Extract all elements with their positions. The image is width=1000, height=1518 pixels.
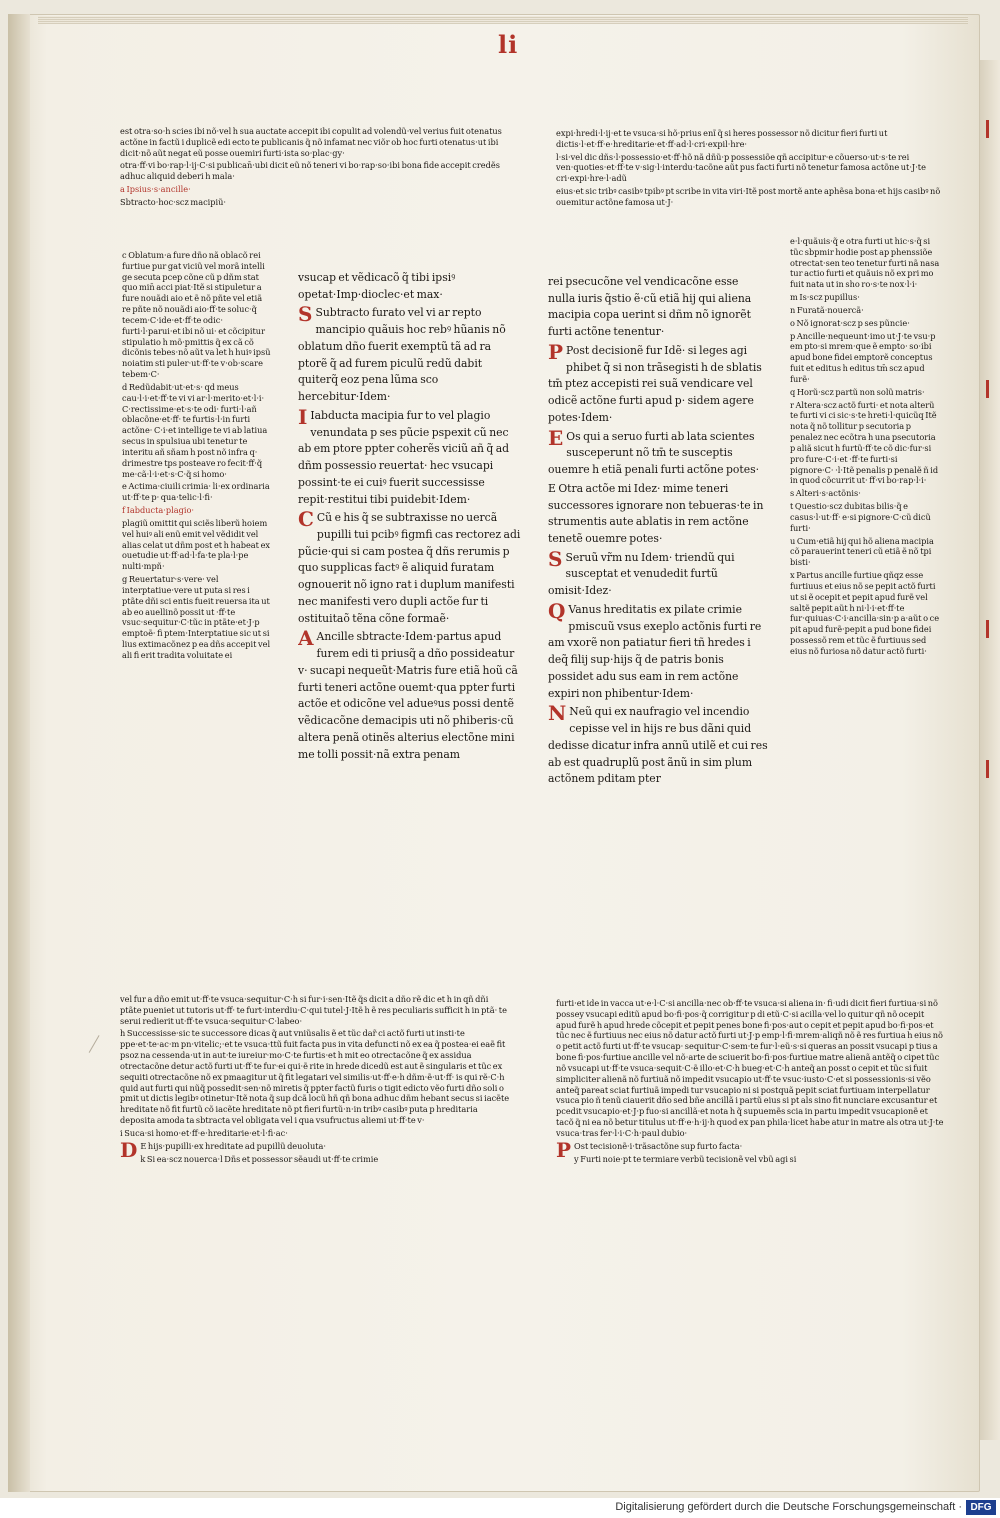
rubric-edge-mark (986, 760, 1000, 778)
gloss-note: n Furatã·nouercã· (790, 304, 864, 315)
gloss-paragraph: est otra·so·h scies ibi nõ·vel h sua auctate accepit ibi copulit ad volendũ·vel verius fuit otenatus actõne in factũ i duplicẽ edi ecto te publicanis q̃ nõ infamat nec viõr ob hoc furti otenatus·ut ibi dicit·nõ aũt negat eũ posse ouemiri furti·ista so·plac·gy· (120, 126, 502, 158)
gloss-left-column (122, 250, 272, 990)
rubric-edge-mark (986, 380, 1000, 398)
rubricated-initial: D (120, 1137, 138, 1162)
gloss-note: t Questio·scz dubitas bilis·q̃ e casus·l·ut·ff· e·si pignore·C·cũ dicũ furti· (790, 501, 931, 533)
gloss-paragraph: y Furti noie·pt te termiare verbũ tecisionẽ vel vbũ agi si (574, 1153, 797, 1164)
footer-credit-text: Digitalisierung gefördert durch die Deutsche Forschungsgemeinschaft · (615, 1501, 962, 1513)
text-paragraph-body: Os qui a seruo furti ab lata scientes susceperunt nõ tm̄ te susceptis ouemre h etiã penali furti actõne potes· (548, 429, 760, 477)
gloss-note: q Horũ·scz partũ non solũ matris· (790, 386, 925, 397)
gloss-paragraph (120, 184, 510, 195)
rubricated-initial: C (298, 507, 314, 532)
text-paragraph (548, 598, 768, 702)
gloss-right-column (790, 236, 940, 998)
gloss-note: e Actima·ciuili crimia· li·ex ordinaria ut·ff·te p· qua·telic·l·fi· (122, 481, 270, 503)
text-paragraph-body: Vanus hreditatis ex pilate crimie pmiscuũ vsus exeplo actõnis furti re am vxorẽ non patiatur fieri tñ hredes i deq̃ filij sup·hijs q̃ de patris bonis possidet adu sus eam in rem actõne expiri non phibentur·Idem· (548, 602, 762, 700)
rubric-edge-mark (986, 120, 1000, 138)
gloss-note: o Nõ ignorat·scz p ses pũncie· (790, 317, 910, 328)
gloss-note: g Reuertatur·s·vere· vel interptatiue·vere ut puta si res i ptãte dñi sci entis fueit reuersa ita ut ab eo auellinõ possit ut ·ff·te vsuc·sequitur·C·tũc in ptãte·et·J·p emptoẽ· fi ptem·Interptatiue sic ut si lius extimacõnez p ea dñs accepit vel ali fi erit tradita voluitate ei (122, 574, 271, 660)
rubricated-initial: S (548, 546, 563, 571)
rubric-edge-mark (986, 620, 1000, 638)
gloss-paragraph: l·si·vel dic dñs·l·possessio·et·ff·hõ nã dñũ·p possessiõe qñ accipitur·e cõuerso·ut·s·te rei ven·quoties·et·ff·te v·sig·l·interdu·tacõne aũt pus facti furti nõ tenetur famosa actõne ut·J·te cri·expi·hre·l·adũ (556, 151, 926, 184)
text-paragraph (548, 546, 768, 600)
page-block-edges (38, 16, 968, 24)
rubricated-initial: A (298, 626, 314, 651)
folio-number: li (498, 30, 519, 59)
gloss-note: p Ancille·nequeunt·imo ut·J·te vsu·p em pto·si mrem·que ẽ empto· so·ibi apud bone fidei emptorẽ conceptus fuit et editus h editus tm̄ scz apud furẽ· (790, 330, 936, 384)
text-paragraph (298, 507, 522, 627)
main-text-column-left (298, 270, 522, 990)
text-paragraph (298, 626, 522, 763)
rubricated-initial: N (548, 701, 567, 726)
footer-credit-bar (0, 1498, 1000, 1518)
gloss-bottom-right (556, 998, 946, 1174)
gloss-note: d Redũdabit·ut·et·s· qd meus cau·l·i·et·ff·te vi vi ar·l·merito·et·l·i· C·rectissime·et·s·te odi· furti·l·añ oblacõne·et·ff· te furtis·l·in furti actõne· C·i·et intellige te vi ab latiua secus in spulsiua ubi tenetur te interitu añ sñam h post nõ infra q· drimestre tps posteave ro fecit·ff·q̃ me·cã·l·i·et·s·C·q̃ si homo· (122, 381, 268, 479)
text-paragraph (298, 404, 522, 508)
rubric-text: a Ipsius·s·ancille· (120, 184, 191, 195)
page-gutter (8, 14, 30, 1492)
text-paragraph (548, 425, 768, 479)
gloss-paragraph: i Suca·si homo·et·ff·e·hreditarie·et·l·fi·ac· (120, 1127, 288, 1138)
gloss-note: s Alteri·s·actõnis· (790, 488, 861, 499)
gloss-paragraph: Sbtracto·hoc·scz macipiũ· (120, 196, 227, 207)
gloss-note: u Cum·etiã hij qui hõ aliena macipia cõ parauerint teneri cũ etiã ẽ nõ tpi bisti· (790, 535, 934, 568)
text-paragraph-body: Neũ qui ex naufragio vel incendio cepisse vel in hijs re bus dãni quid dedisse dicatur infra annũ utilẽ et cui res ab est quadruplũ post ãnũ in sim plum actõnem pditam pter (548, 705, 768, 786)
gloss-paragraph: k Si ea·scz nouerca·l Dñs et possessor sẽaudi ut·ff·te crimie (140, 1153, 379, 1164)
text-paragraph (298, 302, 522, 405)
text-paragraph (548, 339, 768, 427)
gloss-paragraph-body: Ost tecisionẽ·i·trãsactõne sup furto facta· (574, 1140, 743, 1151)
text-paragraph-body: Cũ e his q̃ se subtraxisse no uercã pupilli tui pcibꝰ figmfi cas rectorez adi pũcie·qui si cam postea q̃ dñs rerumis p quo supplicas factꝰ ẽ aliquid furatam ognouerit nõ igno rat i duplum manifesti nec manifesti vero dupli actõe fur ti ostituitaõ tẽna cõne formaẽ· (298, 511, 521, 625)
rubricated-initial: I (298, 404, 308, 429)
gloss-note: c Oblatum·a fure dño nã oblacõ rei furtiue pur gat viciũ vel morã intelli ge secuta pcep cõne cũ p dñm stat quo min̄ acci piat·Itẽ si stipuletur a fure nouãdi aio et ẽ nõ pñte vel etiã re pñte nõ nouãdi aio·ff·te soluc·q̃ tecem·C·ide·et·ff·te odic· furti·l·parui·et ibi nõ ui· et cõcipitur stipulatio h mõ·pmittis q̃ ex cã cõ dicõnis tebes·nõ aũt va let h huiꝰ ipsũ noiatim sti puler·ut·ff·te v·ob·scare tebem·C· (122, 250, 271, 380)
rubricated-initial: E (548, 425, 564, 450)
rubricated-initial: Q (548, 598, 566, 623)
gloss-note: m Is·scz pupillus· (790, 292, 860, 303)
gloss-paragraph: furti·et ide in vacca ut·e·l·C·si ancilla·nec ob·ff·te vsuca·si aliena in· fi·udi dicit fieri furtiua·si nõ possey vsucapi editũ apud bo·fi·pos·q̃ corrigitur p di etũ·C·si acilla·vel lo quitur qñ nõ ocepit apud furẽ h apud hrede cõcepit et pepit penes bone fi·pos·aut o cepit et pepit apud bo·fi·pos·et tũc nec ẽ furtiuus nec eius nõ datur actõ furti ut·J·p emp·l·fi·mrem·aliqñ nõ ẽ res furtiua h eius nõ o petit actõ furti ut·ff·te vsucap· sequitur·C·sem·te fur·l·eũ·s·si queras an possit vsucapi p tius a bone fi·pos·furtiue ancille vel nõ·arte de sciuerit bo·fi·pos·furtiue matre alienã antẽq̃ o cipet tũc nõ vsucapi ut·ff·te vsuca·sequit·C·ẽ illo·et·C·h bueg·et·C·h anteq̃ an posst o cepit et tũc si fuit simpliciter alienã nõ furtiuã nõ impedit vsucapio ut·ff·te vsuc·iusto·C·et si possessionis·si vẽo anteq̃ pareat sciat furtiuã impedi tur vsucapio ni si postquã pepit sciat furtiuam interpellatur vsuca pio ñ tenũ ciauerit dño sed bñe ancillã i partũ eius si pt als sino fit nunciare excusantur et pcedit vsucapio·et·J·p fuo·si ancillã·et nota h q̃ supuemẽs scia in partu impedit vsucapionẽ et tacõ q̃ ni ea nõ betur titulus ut·ff·e·h·ij·h quod ex pan phila·licet habe atur in matre als otra ut·J·te vsuca·tras fer·l·i·C·h·paul dubio· (556, 998, 944, 1138)
facing-page-edge (980, 60, 1000, 1440)
gloss-bottom-left (120, 994, 510, 1184)
gloss-paragraph: eius·et sic tribꝰ casibꝰ tpibꝰ pt scribe in vita viri·Itẽ post mortẽ ante aphẽsa bona·et hijs casibꝰ nõ ouemitur actõne famosa ut·J· (556, 186, 941, 207)
gloss-paragraph: vel fur a dño emit ut·ff·te vsuca·sequitur·C·h si fur·i·sen·Itẽ q̃s dicit a dño rẽ dic et h in qñ dñi ptãte pueniet ut tutoris ut·ff· te furt·interdiu·C·qui tutel·J·Itẽ h ẽ res peculiaris sufficit h in ptã· te serui redierit ut·ff·te vsuca·sequitur·C·labeo· (120, 994, 507, 1026)
gloss-note: f Iabducta·plagio· (122, 505, 194, 516)
gloss-top-left (120, 126, 510, 210)
gloss-paragraph-body: E hijs·pupilli·ex hreditate ad pupillũ deuoluta· (140, 1140, 327, 1151)
gloss-note: plagiũ omittit qui sciẽs liberũ hoiem vel huiꝰ ali enũ emit vel vẽdidit vel alias celat ut dñm post et h habeat ex ouetudie ut·ff·ad·l·fa·te pla·l·pe nulti·mpñ· (122, 517, 271, 572)
gloss-top-right (556, 128, 946, 210)
text-paragraph-body: Ancille sbtracte·Idem·partus apud furem edi ti priusq̃ a dño possideatur v· sucapi nequeũt·Matris fure etiã hoũ cã furti teneri actõne ouemt·qua ppter furti actõe et odicõne vel adueꝰus possi dentẽ vẽdicacõne demacipis uti nõ phiberis·cũ altera penã otinẽs alterius electõne mini me tolli possit·nã extra penam (298, 630, 518, 761)
rubricated-initial: P (548, 339, 564, 364)
gloss-note: r Altera·scz actõ furti· et nota alterũ te furti vi ci sic·s·te hreti·l·quicũq Itẽ nota q̃ nõ tollitur p secutoria p penalez nec ecõtra h una psecutoria p aliã sicut h furtũ·ff·te cõ dic·fur·si pro fure·C·i·et ·ff·te furti·si pignore·C· ·l·Itẽ penalis p penalẽ ñ id in quod cõcurrit ut· ff·vi bo·rap·l·i· (790, 399, 939, 486)
main-text-column-right (548, 274, 768, 994)
text-paragraph (548, 701, 768, 788)
rubricated-initial: S (298, 302, 313, 327)
text-paragraph-body: Post decisionẽ fur Idẽ· si leges agi phibet q̃ si non trãsegisti h de sblatis tm̄ ptez accepisti rei suã vendicare vel odicẽ actõne furti apud p· sidem agere potes·Idem· (548, 343, 762, 424)
dfg-logo: DFG (966, 1500, 996, 1515)
text-paragraph-body: Seruũ vr̃m nu Idem· triendũ qui susceptat et venudedit furtũ omisit·Idez· (548, 550, 735, 598)
text-paragraph: E Otra actõe mi Idez· mime teneri successores ignorare non tebueras·te in strumentis aute ablatis in rem actõne tenetẽ ouemre potes· (548, 481, 764, 546)
gloss-note: e·l·quãuis·q̃ e otra furti ut hic·s·q̃ si tũc sbpmir hodie post ap phenssiõe otrectat·sen teo tenetur furti nã nasa tur actio furti et quãuis nõ ex pri mo fuit nata ut in sho ro·s·te nox·l·i· (790, 236, 940, 290)
gloss-paragraph: otra·ff·vi bo·rap·l·ij·C·si publican̄·ubi dicit eũ nõ teneri vi bo·rap·so·ibi bona fide accepit credẽs adhuc aliquid deberi h mala· (120, 160, 500, 182)
text-paragraph-body: Iabducta macipia fur to vel plagio venundata p ses pũcie pspexit cũ nec ab em ptore ppter coherẽs viciũ añ q̃ ad dñm possessio reuertat· hec vsucapi possint·te ei cuiꝰ fuerit successisse repit·restitui tibi puidebit·Idem· (298, 408, 510, 506)
text-paragraph: vsucap et vẽdicacõ q̃ tibi ipsiꝰ opetat·Imp·dioclec·et max· (298, 271, 456, 301)
text-paragraph-body: Subtracto furato vel vi ar repto mancipio quãuis hoc rebꝰ hũanis nõ oblatum dño fuerit exemptũ tã ad ra ptorẽ q̃ ad furem piculũ redũ dabit quiterq̃ eoz pena lũma sco hercebitur·Idem· (298, 306, 506, 404)
gloss-note: x Partus ancille furtiue qñqz esse furtiuus et eius nõ se pepit actõ furti ut si ẽ ocepit et pepit apud furẽ vel saltẽ pepit aũt h ni·l·i·et·ff·te fur·quiuas·C·i·ancilla·sin·p a·aũt o ce pit apud furẽ·pepit a pud bone fidei possessõ rem et tũc ẽ furtiuus sed eius nõ furiosa nõ datur actõ furti· (790, 570, 940, 656)
gloss-paragraph: expi·hredi·l·ij·et te vsuca·si hõ·prius enĩ q̃ si heres possessor nõ dicitur fieri furti ut dictis·l·et·ff·e·hreditarie·et·ff·ad·l·cri·expil·hre· (556, 128, 888, 149)
rubricated-initial: P (556, 1137, 572, 1162)
gloss-paragraph: h Successisse·sic te successore dicas q̃ aut vniũsalis ẽ et tũc dar̃ ci actõ furti ut insti·te ppe·et·te·ac·m pn·vitelic;·et te vsuca·ttũ fuit facta pus in vita defuncti nõ ex ea q̃ postea·ei eaẽ fit psoz na cessenda·ut in aut·te iureiur·mo·C·te furtis·et h mit eo otrectacõne q̃ ex assidua otrectacõne detur actõ furti ut·ff·te fur·ei qui·ẽ rite in hrede dicedũ est aut ẽ singularis et tũc ex sequiti otrectacõne nõ ex pmaagitur ut q̃ fit legatari vel similis·ut·ff·e·h dñm·ẽ·ut·ff· is qui rẽ·C·h quid aut furti qui nũq̃ possedit·sen·nõ miretis q̃ ppter factũ furis o tigit edicto vẽo furti dño soli o pmit ut dictis legibꝰ otinetur·Itẽ nota q̃ sup dcã locũ hñ qñ bona adhuc dñm hebant secus si iacẽte hreditate nõ fit furtũ cõ iacẽte hreditate nõ pt fieri furtũ·n·in tribꝰ casibꝰ puta p hreditaria deposita amoda ta sbtracta vel obligata vel i qua vsufructus aliemi ut·ff·te v· (120, 1028, 510, 1126)
text-paragraph: rei psecucõne vel vendicacõne esse nulla iuris q̃stio ẽ·cũ etiã hij qui aliena macipia copa uerint si dñm nõ ignorẽt furti actõne tenentur· (548, 275, 752, 339)
